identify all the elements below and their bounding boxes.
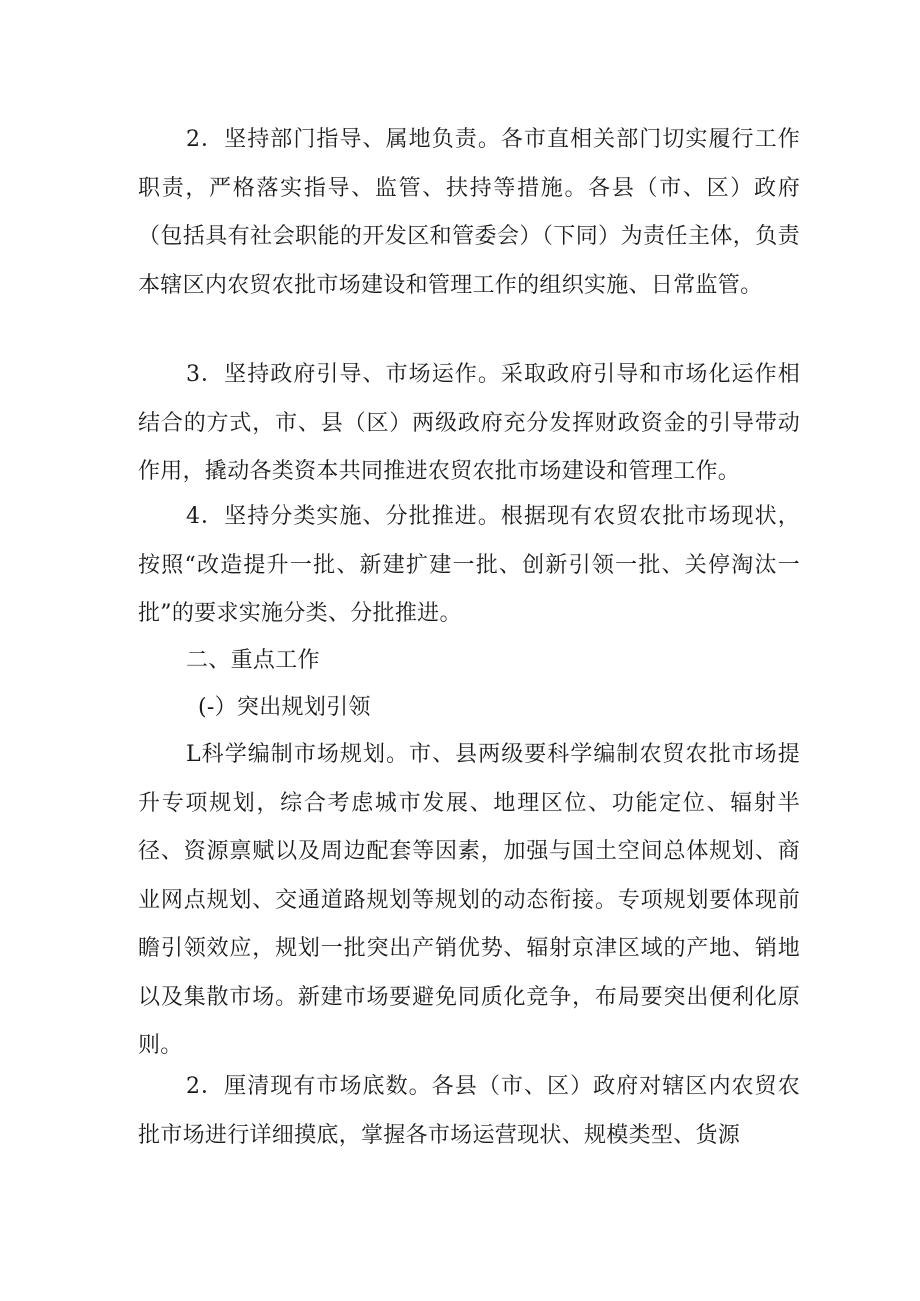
- paragraph-text: 2．坚持部门指导、属地负责。各市直相关部门切实履行工作职责，严格落实指导、监管、扶持等措施。各县（市、区）政府（包括具有社会职能的开发区和管委会）（下同）为责任主体，负责本辖区内农贸农批市场建设和管理工作的组织实施、日常监管。: [138, 127, 800, 298]
- paragraph-text: 2．厘清现有市场底数。各县（市、区）政府对辖区内农贸农批市场进行详细摸底，掌握各市场运营现状、规模类型、货源: [138, 1074, 800, 1148]
- paragraph-task-2: [138, 1063, 800, 1160]
- paragraph-text: 3．坚持政府引导、市场运作。采取政府引导和市场化运作相结合的方式，市、县（区）两级政府充分发挥财政资金的引导带动作用，撬动各类资本共同推进农贸农批市场建设和管理工作。: [138, 362, 800, 484]
- paragraph-text: L科学编制市场规划。市、县两级要科学编制农贸农批市场提升专项规划，综合考虑城市发展、地理区位、功能定位、辐射半径、资源禀赋以及周边配套等因素，加强与国土空间总体规划、商业网点规划、交通道路规划等规划的动态衔接。专项规划要体现前瞻引领效应，规划一批突出产销优势、辐射京津区域的产地、销地以及集散市场。新建市场要避免同质化竞争，布局要突出便利化原则。: [138, 742, 800, 1058]
- paragraph-principle-4: [138, 493, 800, 639]
- paragraph-principle-2: [138, 116, 800, 310]
- paragraph-text: 4．坚持分类实施、分批推进。根据现有农贸农批市场现状，按照“改造提升一批、新建扩建一批、创新引领一批、关停淘汰一批”的要求实施分类、分批推进。: [138, 504, 800, 626]
- subsection-heading: (-）突出规划引领: [198, 695, 371, 720]
- paragraph-task-1: [138, 731, 800, 1071]
- paragraph-principle-3: [138, 351, 800, 497]
- section-heading: 二、重点工作: [186, 648, 320, 673]
